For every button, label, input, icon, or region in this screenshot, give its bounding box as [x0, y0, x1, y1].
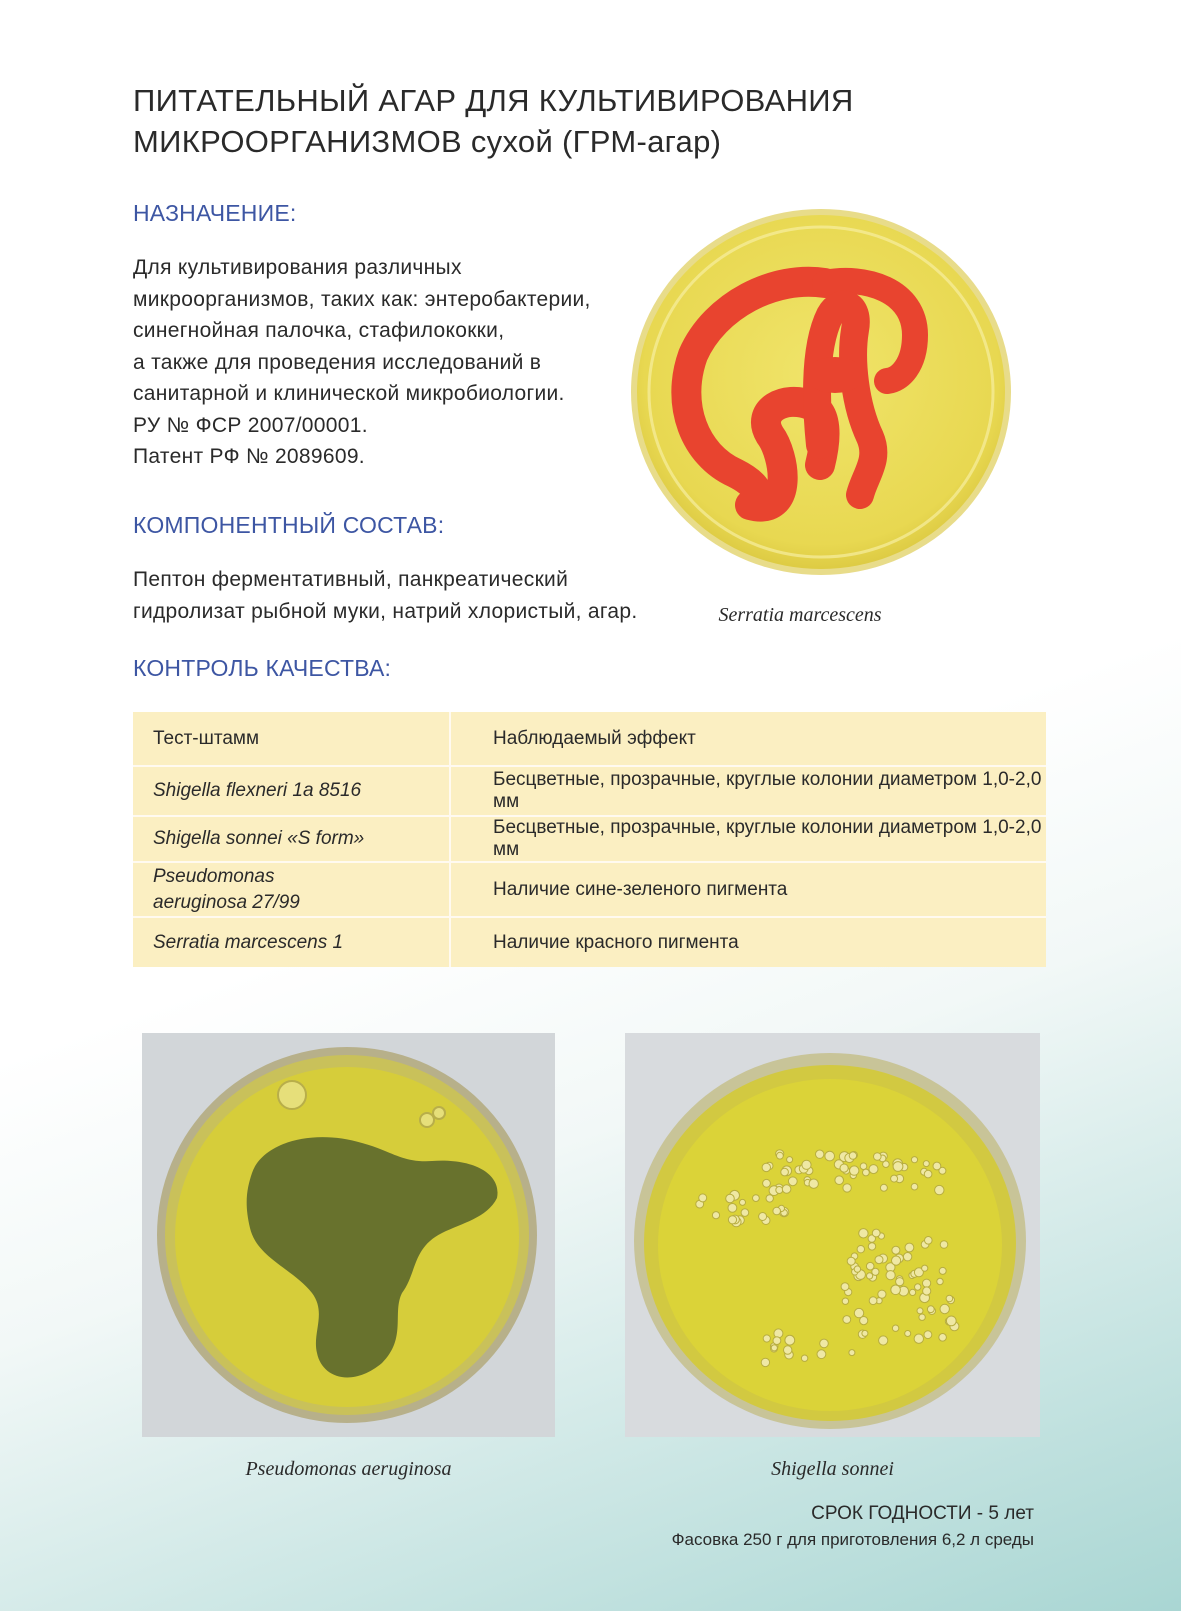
colony-dot: [910, 1289, 916, 1295]
colony-dot: [862, 1330, 868, 1336]
colony-dot: [766, 1195, 773, 1202]
column-header-strain: Тест-штамм: [133, 712, 450, 766]
colony-dot: [946, 1316, 956, 1326]
colony-dot: [922, 1265, 928, 1271]
purpose-heading: НАЗНАЧЕНИЕ:: [133, 200, 297, 226]
colony-dot: [935, 1185, 944, 1194]
colony-dot: [886, 1271, 895, 1280]
strain-cell: Shigella sonnei «S form»: [133, 816, 450, 862]
colony-dot: [773, 1337, 781, 1345]
colony-dot: [842, 1298, 848, 1304]
effect-cell: Бесцветные, прозрачные, круглые колонии диаметром 1,0-2,0 мм: [493, 817, 1042, 860]
composition-line: Пептон ферментативный, панкреатический: [133, 568, 569, 591]
colony-dot: [905, 1243, 914, 1252]
purpose-line: синегнойная палочка, стафилококки,: [133, 319, 505, 342]
colony-dot: [905, 1331, 911, 1337]
colony-dot: [893, 1162, 903, 1172]
table-row: [133, 766, 1046, 816]
colony-dot: [892, 1325, 898, 1331]
column-header-effect: Наблюдаемый эффект: [493, 727, 696, 749]
packaging-info: Фасовка 250 г для приготовления 6,2 л среды: [671, 1530, 1034, 1549]
colony-dot: [843, 1316, 851, 1324]
colony-dot: [841, 1283, 849, 1291]
composition-line: гидролизат рыбной муки, натрий хлористый, агар.: [133, 599, 638, 623]
effect-cell: Наличие сине-зеленого пигмента: [493, 878, 788, 900]
strain-cell-line: aeruginosa 27/99: [153, 891, 300, 913]
colony-dot: [874, 1153, 882, 1161]
colony-dot: [763, 1179, 771, 1187]
title-line-1: ПИТАТЕЛЬНЫЙ АГАР ДЛЯ КУЛЬТИВИРОВАНИЯ: [133, 83, 854, 118]
table-header-row: [133, 712, 1046, 766]
quality-heading: КОНТРОЛЬ КАЧЕСТВА:: [133, 655, 392, 681]
colony-dot: [940, 1304, 949, 1313]
strain-cell: Serratia marcescens 1: [133, 917, 450, 967]
colony-dot: [863, 1169, 870, 1176]
colony-dot: [849, 1152, 856, 1159]
composition-text: [133, 564, 638, 627]
colony-dot: [923, 1161, 929, 1167]
colony-dot: [925, 1237, 933, 1245]
colony-dot: [825, 1151, 835, 1161]
colony-dot: [784, 1346, 792, 1354]
colony-dot: [917, 1308, 923, 1314]
colony-dot: [763, 1335, 770, 1342]
colony-dot: [879, 1336, 888, 1345]
purpose-line: санитарной и клинической микробиологии.: [133, 382, 565, 405]
colony-dot: [761, 1358, 769, 1366]
colony-dot: [946, 1295, 953, 1302]
colony-dot: [699, 1194, 707, 1202]
colony-dot: [867, 1273, 873, 1279]
shigella-caption: Shigella sonnei: [771, 1458, 894, 1480]
colony-dot: [933, 1162, 941, 1170]
colony-dot: [919, 1314, 925, 1320]
page-title: [133, 80, 1033, 162]
colony-dot: [891, 1285, 901, 1295]
colony-dot: [911, 1183, 918, 1190]
colony-dot: [937, 1278, 943, 1284]
composition-heading: КОМПОНЕНТНЫЙ СОСТАВ:: [133, 512, 445, 538]
colony-dot: [857, 1246, 864, 1253]
colony-dot: [850, 1166, 859, 1175]
colony-dot: [802, 1160, 811, 1169]
shigella-dish-photo: [625, 1033, 1040, 1442]
colony-dot: [866, 1262, 874, 1270]
colony-dot: [847, 1257, 855, 1265]
colony-dot: [869, 1297, 877, 1305]
colony-dot: [927, 1306, 934, 1313]
colony-dot: [854, 1266, 860, 1272]
colony-dot: [924, 1331, 932, 1339]
colony-dot: [843, 1184, 851, 1192]
colony-dot: [875, 1256, 883, 1264]
colony-dot: [868, 1243, 875, 1250]
colony-dot: [892, 1256, 901, 1265]
colony-dot: [781, 1168, 789, 1176]
colony-dot: [776, 1187, 783, 1194]
colony-dot: [740, 1199, 746, 1205]
colony-dot: [773, 1207, 781, 1215]
colony-dot: [923, 1287, 931, 1295]
strain-cell: Shigella flexneri 1a 8516: [133, 766, 450, 816]
colony-dot: [878, 1290, 886, 1298]
colony-dot: [835, 1176, 844, 1185]
colony-dot: [911, 1157, 917, 1163]
pseudomonas-dish-photo: [142, 1033, 555, 1442]
colony-dot: [914, 1334, 923, 1343]
colony-dot: [891, 1175, 898, 1182]
colony-dot: [726, 1194, 735, 1203]
table-row: [133, 862, 1046, 917]
colony-dot: [939, 1267, 946, 1274]
colony-dot: [903, 1253, 911, 1261]
colony-dot: [872, 1229, 880, 1237]
colony-dot: [759, 1213, 767, 1221]
table-row: [133, 816, 1046, 862]
colony-dot: [782, 1185, 791, 1194]
purpose-text: [133, 252, 591, 473]
colony-dot: [817, 1350, 826, 1359]
purpose-line: микроорганизмов, таких как: энтеробактерии,: [133, 287, 591, 311]
colony-dot: [777, 1152, 784, 1159]
effect-cell: Бесцветные, прозрачные, круглые колонии диаметром 1,0-2,0 мм: [493, 769, 1042, 812]
colony-dot: [728, 1216, 736, 1224]
title-line-2: МИКРООРГАНИЗМОВ сухой (ГРМ-агар): [133, 124, 722, 159]
shelf-life: СРОК ГОДНОСТИ - 5 лет: [811, 1503, 1034, 1524]
colony-dot: [939, 1334, 947, 1342]
colony-dot: [892, 1246, 900, 1254]
table-row: [133, 917, 1046, 967]
colony-dot: [896, 1278, 904, 1286]
colony-dot: [753, 1195, 760, 1202]
colony-dot: [785, 1335, 795, 1345]
serratia-dish-photo: [625, 205, 1025, 585]
colony-dot: [728, 1204, 737, 1213]
colony-dot: [860, 1163, 867, 1170]
colony-dot: [762, 1163, 770, 1171]
effect-cell: Наличие красного пигмента: [493, 931, 739, 953]
colony-dot: [849, 1350, 855, 1356]
colony-dot: [923, 1279, 931, 1287]
colony-dot: [820, 1339, 829, 1348]
colony-dot: [712, 1212, 719, 1219]
colony-dot: [940, 1241, 948, 1249]
colony-dot: [859, 1229, 868, 1238]
strain-cell-line: Pseudomonas: [153, 865, 275, 887]
colony-dot: [816, 1150, 824, 1158]
colony-dot: [771, 1345, 777, 1351]
colony-dot: [924, 1170, 932, 1178]
serratia-caption: Serratia marcescens: [718, 604, 882, 626]
colony-dot: [840, 1164, 848, 1172]
quality-table: [133, 712, 1046, 967]
colony-dot: [801, 1355, 807, 1361]
pseudomonas-caption: Pseudomonas aeruginosa: [245, 1458, 452, 1480]
colony-dot: [788, 1177, 797, 1186]
colony-dot: [787, 1157, 793, 1163]
purpose-line: Для культивирования различных: [133, 256, 462, 279]
strain-cell: [133, 862, 450, 917]
purpose-line: а также для проведения исследований в: [133, 350, 542, 374]
colony-dot: [741, 1209, 749, 1217]
colony-dot: [860, 1317, 868, 1325]
colony-dot: [809, 1179, 818, 1188]
purpose-line: РУ № ФСР 2007/00001.: [133, 413, 368, 437]
colony-dot: [869, 1165, 878, 1174]
colony-dot: [915, 1284, 921, 1290]
purpose-line: Патент РФ № 2089609.: [133, 445, 365, 468]
colony-dot: [880, 1184, 887, 1191]
